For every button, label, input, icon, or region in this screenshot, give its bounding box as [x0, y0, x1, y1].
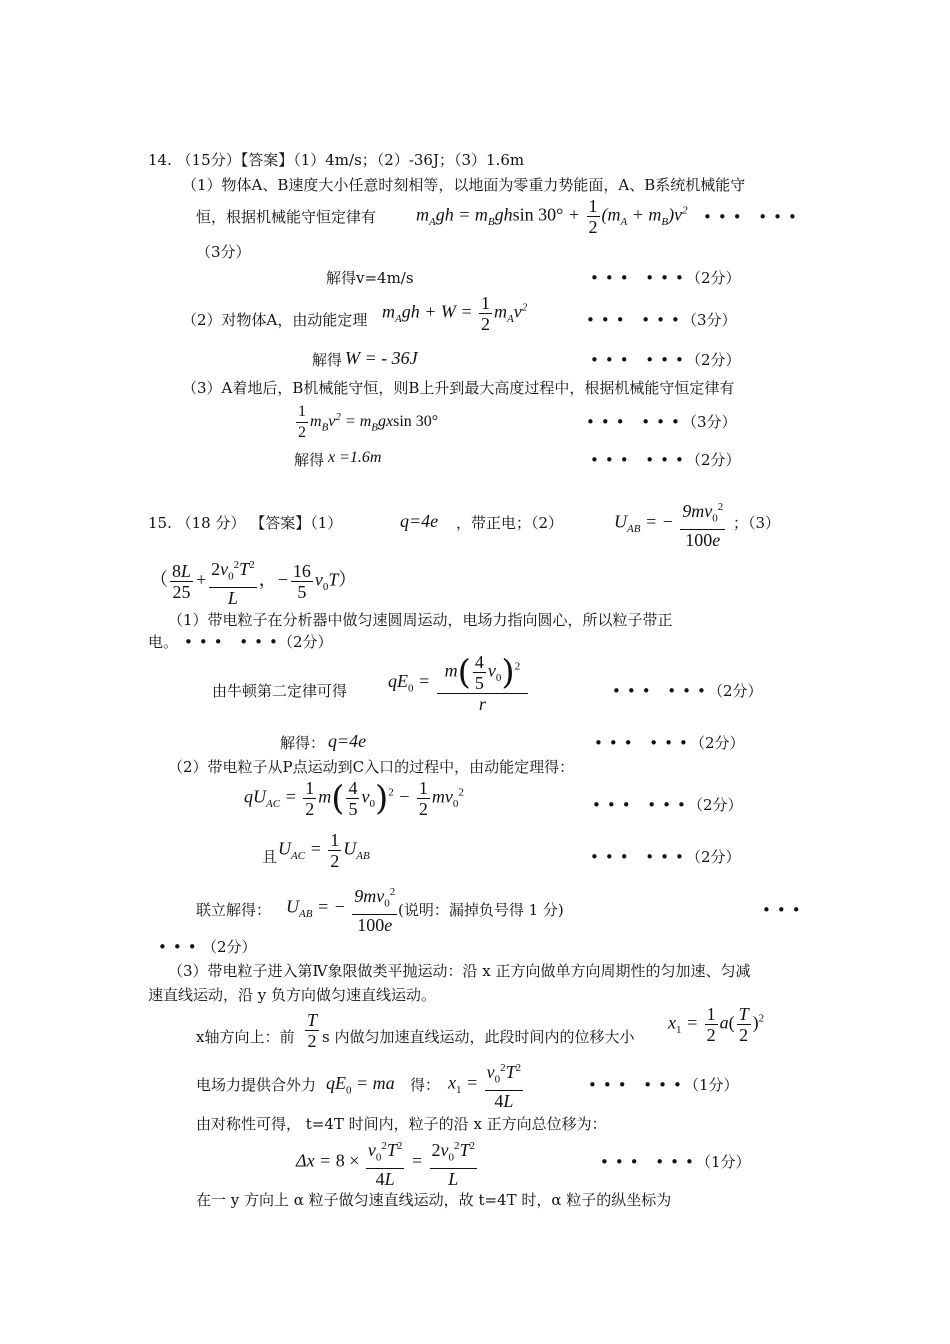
q15-force-text: 电场力提供合外力	[196, 1076, 317, 1094]
score-dots: ••• •••	[586, 413, 686, 431]
score-dots: ••• •••	[590, 269, 690, 287]
q15-header-b: ，带正电；（2）	[456, 514, 564, 532]
score-label: （2分）	[686, 269, 741, 287]
q14-part1-result: 解得v=4m/s	[326, 269, 414, 287]
score-dots: ••• •••	[590, 848, 690, 866]
q15-x-axis-text2: s 内做匀加速直线运动，此段时间内的位移大小	[322, 1028, 635, 1046]
q15-part2-text: （2）带电粒子从P点运动到C入口的过程中，由动能定理得：	[168, 758, 575, 776]
score-dots: ••• •••	[600, 1153, 700, 1171]
score-label: （2分）	[278, 633, 333, 651]
score-label: （1分）	[696, 1153, 751, 1171]
score-dots: ••• •••	[184, 633, 284, 651]
q14-part3-result-value: x =1.6m	[328, 449, 382, 466]
score-dots: ••• •••	[588, 1076, 688, 1094]
score-label: （3分）	[196, 243, 251, 261]
q14-part3-result-label: 解得	[294, 451, 325, 469]
q15-symmetry-text: 由对称性可得， t=4T 时间内，粒子的沿 x 正方向总位移为：	[196, 1115, 607, 1133]
q15-note: (说明：漏掉负号得 1 分)	[398, 901, 564, 919]
q15-delta-x-equation: Δx = 8 × $\frac{v_0^2T^2}{4L}$ = $\frac{2v_0^2T^2}{L}$	[296, 1136, 479, 1189]
score-dots: ••• •••	[592, 796, 692, 814]
q15-header: 15. （18 分） 【答案】（1）	[148, 514, 343, 532]
q15-answer2: $U_{AB}$ = − $\frac{9mv_0^2}{100e}$	[614, 497, 727, 550]
q14-part3-equation: $\frac{1}{2}$ $m_Bv^2 = m_Bgxsin$ 30°	[298, 403, 439, 441]
score-dots: ••• •••	[612, 682, 712, 700]
score-label: （3分）	[682, 413, 737, 431]
q14-header: 14. （15分）【答案】（1）4m/s；（2）-36J；（3）1.6m	[148, 151, 525, 169]
q14-part3-text: （3）A着地后，B机械能守恒，则B上升到最大高度过程中，根据机械能守恒定律有	[182, 379, 735, 397]
score-label: （2分）	[686, 351, 741, 369]
q15-and-label: 且	[262, 848, 278, 866]
score-dots: ••• •••	[590, 351, 690, 369]
q15-get-text: 得：	[410, 1076, 441, 1094]
q15-header-c: ；（3）	[733, 514, 781, 532]
score-dots: ••• •••	[586, 311, 686, 329]
q15-answer3: （ $\frac{8L}{25}$ + $\frac{2v_0^2T^2}{L}$ ，− $\frac{16}{5}$ $v_0T$）	[150, 555, 356, 608]
score-label: （2分）	[686, 848, 741, 866]
q15-half-period: $\frac{T}{2}$	[307, 1010, 318, 1051]
q15-x-axis-text: x轴方向上：前	[196, 1028, 295, 1046]
q15-x1-result: $x_1$ = $\frac{v_0^2T^2}{4L}$	[448, 1058, 525, 1111]
q15-last-line: 在一 y 方向上 α 粒子做匀速直线运动，故 t=4T 时，α 粒子的纵坐标为	[196, 1191, 672, 1209]
q15-part1-text2: 电。	[148, 633, 179, 651]
score-dots: ••• •••	[703, 208, 803, 226]
q15-answer1: q=4e	[400, 511, 439, 531]
score-label: （2分）	[202, 938, 257, 956]
q15-newton-label: 由牛顿第二定律可得	[212, 682, 348, 700]
score-dots: ••• •••	[590, 451, 690, 469]
q15-and-equation: $U_{AC}$ = $\frac{1}{2}$ $U_{AB}$	[278, 830, 370, 871]
q15-part3-text2: 速直线运动，沿 y 负方向做匀速直线运动。	[148, 986, 437, 1004]
q15-part2-equation: $qU_{AC}$ = $\frac{1}{2}$ m( $\frac{4}{5}$ $v_0)^2$ − $\frac{1}{2}$ $mv_0^2$	[244, 778, 464, 819]
q15-solve-value: q=4e	[328, 731, 367, 751]
score-dots: ••• •••	[594, 734, 694, 752]
q15-newton-equation: $qE_0$ = m( $\frac{4}{5}$ $v_0)^2$ r	[388, 652, 530, 714]
q14-part1-text2: 恒，根据机械能守恒定律有	[196, 208, 377, 226]
score-dots: •••	[158, 938, 203, 956]
q15-force-equation: $qE_0$ = ma	[326, 1073, 395, 1097]
q14-energy-equation: $m_Agh = m_Bghsin$ 30° + $\frac{1}{2}$ $(m_A + m_B)v^2$	[416, 196, 688, 237]
score-dots: •••	[762, 901, 807, 919]
score-label: （2分）	[686, 451, 741, 469]
q14-work-energy-equation: $m_Agh + W$ = $\frac{1}{2}$ $m_Av^2$	[382, 293, 528, 334]
q14-part1-text: （1）物体A、B速度大小任意时刻相等，以地面为零重力势能面，A、B系统机械能守	[182, 176, 746, 194]
q15-joint-label: 联立解得：	[196, 901, 272, 919]
q15-x1-equation: $x_1$ = $\frac{1}{2}$ a( $\frac{T}{2}$ )$^2$	[668, 1004, 765, 1045]
score-label: （3分）	[682, 311, 737, 329]
q14-part2-result-label: 解得	[312, 351, 343, 369]
q15-joint-equation: $U_{AB}$ = − $\frac{9mv_0^2}{100e}$	[286, 882, 399, 935]
q15-solve-label: 解得：	[280, 734, 326, 752]
q14-part2-result-value: W = - 36J	[345, 348, 418, 368]
q15-part1-text: （1）带电粒子在分析器中做匀速圆周运动，电场力指向圆心，所以粒子带正	[168, 611, 673, 629]
score-label: （2分）	[690, 734, 745, 752]
q14-part2-text: （2）对物体A，由动能定理	[182, 311, 368, 329]
score-label: （2分）	[688, 796, 743, 814]
score-label: （2分）	[708, 682, 763, 700]
q15-part3-text: （3）带电粒子进入第Ⅳ象限做类平抛运动：沿 x 正方向做单方向周期性的匀加速、匀减	[168, 962, 751, 980]
score-label: （1分）	[684, 1076, 739, 1094]
